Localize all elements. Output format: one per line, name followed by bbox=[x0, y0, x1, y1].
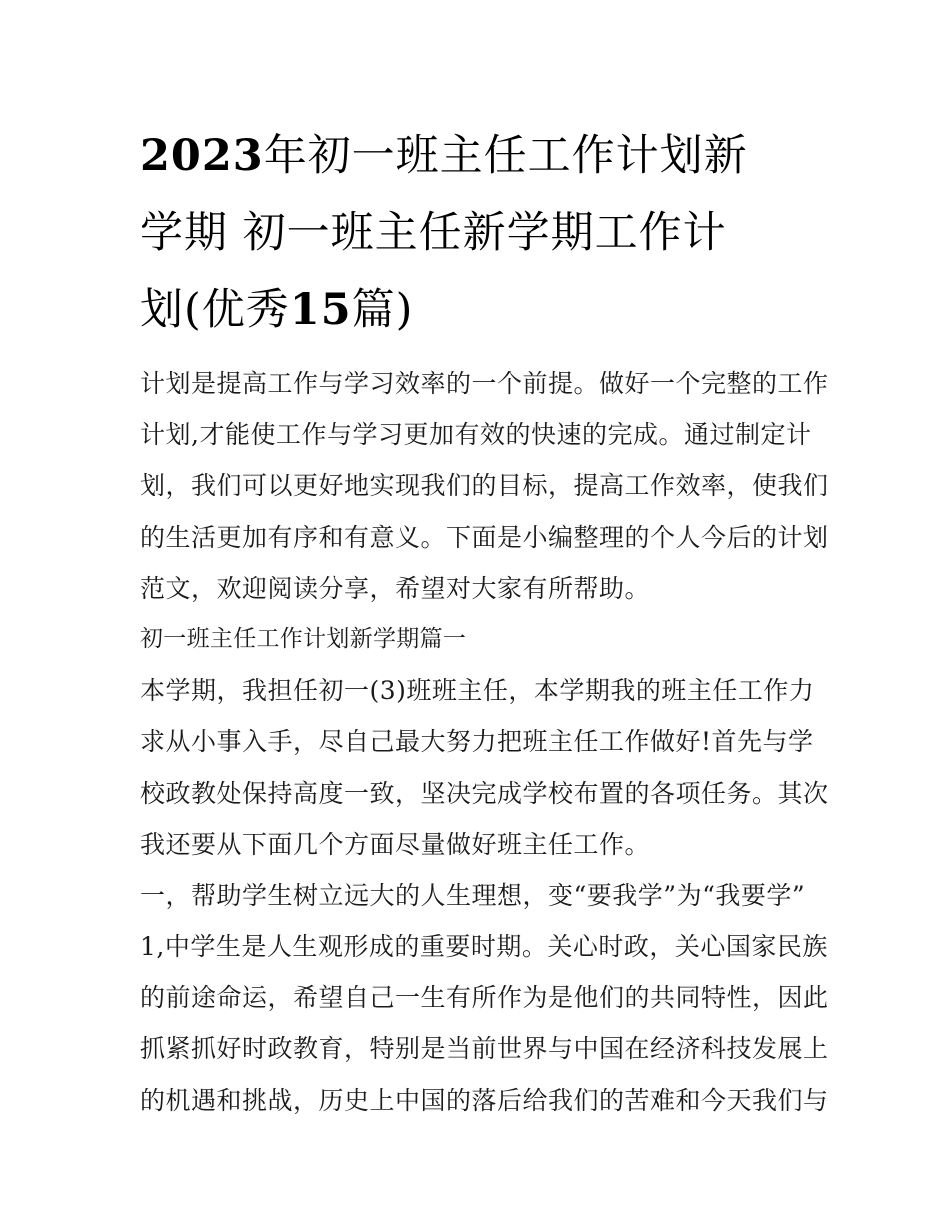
paragraph-line: 计划是提高工作与学习效率的一个前提。做好一个完整的工作 bbox=[140, 369, 829, 398]
title-line bbox=[140, 195, 820, 272]
paragraph-line: 我还要从下面几个方面尽量做好班主任工作。 bbox=[140, 829, 651, 859]
paragraph-line: 抓紧抓好时政教育，特别是当前世界与中国在经济科技发展上 bbox=[140, 1034, 829, 1064]
title-text: 划(优秀 bbox=[140, 285, 290, 335]
title-text: 学期 初一班主任新学期工作计 bbox=[140, 208, 727, 258]
document-body bbox=[140, 358, 829, 1126]
title-line bbox=[140, 118, 820, 195]
title-text: 年初一班主任工作计划新 bbox=[263, 131, 748, 181]
document-title bbox=[140, 118, 820, 349]
paragraph-line: 求从小事入手，尽自己最大努力把班主任工作做好!首先与学 bbox=[140, 727, 814, 757]
paragraph-line: 的前途命运，希望自己一生有所作为是他们的共同特性，因此 bbox=[140, 983, 829, 1013]
title-year: 2023 bbox=[140, 131, 264, 181]
paragraph-line: 一，帮助学生树立远大的人生理想，变“要我学”为“我要学” bbox=[140, 880, 806, 910]
paragraph-line: 计划,才能使工作与学习更加有效的快速的完成。通过制定计 bbox=[140, 420, 812, 450]
paragraph-line: 的生活更加有序和有意义。下面是小编整理的个人今后的计划 bbox=[140, 522, 829, 552]
paragraph-line: 校政教处保持高度一致，坚决完成学校布置的各项任务。其次 bbox=[140, 778, 829, 808]
paragraph-line: 范文，欢迎阅读分享，希望对大家有所帮助。 bbox=[140, 573, 651, 603]
title-text: 篇) bbox=[351, 285, 414, 335]
paragraph-line: 本学期，我担任初一(3)班班主任，本学期我的班主任工作力 bbox=[140, 676, 815, 706]
paragraph-line: 的机遇和挑战，历史上中国的落后给我们的苦难和今天我们与 bbox=[140, 1085, 829, 1115]
paragraph-line: 1,中学生是人生观形成的重要时期。关心时政，关心国家民族 bbox=[140, 932, 828, 962]
section-heading: 初一班主任工作计划新学期篇一 bbox=[140, 625, 467, 652]
title-number: 15 bbox=[289, 285, 352, 335]
title-line bbox=[140, 272, 820, 349]
paragraph-line: 划，我们可以更好地实现我们的目标，提高工作效率，使我们 bbox=[140, 471, 829, 501]
